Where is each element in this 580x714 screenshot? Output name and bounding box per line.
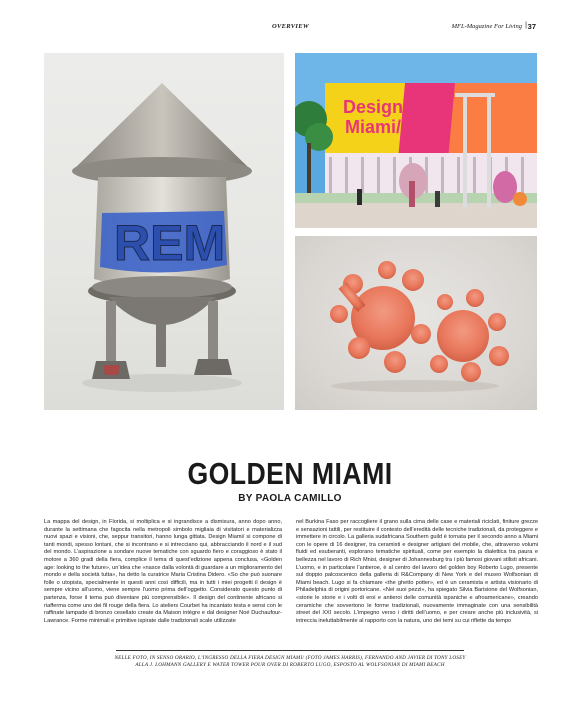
caption-divider: [116, 650, 464, 651]
coral-sculpture-illustration: [295, 236, 537, 410]
photo-caption: [110, 655, 470, 669]
page-number: 37: [527, 22, 536, 31]
caption-line-2: ALLA J. LOHMANN GALLERY E WATER TOWER POUR OVER DI ROBERTO LUGO, ESPOSTO AL WOLFSONIAN DI MIAMI BEACH: [135, 662, 445, 668]
design-miami-entrance-photo: [295, 53, 537, 228]
magazine-name: MFL-Magazine For Living: [451, 23, 522, 30]
sign-miami-text: Miami/: [345, 117, 402, 137]
water-tower-illustration: [44, 53, 284, 410]
water-tower-photo: [44, 53, 284, 410]
article-column-right: nel Burkina Faso per raccogliere il grano sulla cima delle case e materiali riciclati, finiture grezze e sensazioni tattili, per restituire il contesto dell’eredità delle tecniche tradizionali, da proteggere e immettere in circolo. La galleria sudafricana Southern guild è tornata per il secondo anno a Miami con le opere di 16 designer, tra ceramisti e designer artigiani del mobile, che, attraverso volumi fluidi ed esuberanti, esplorano tematiche spirituali, come per esempio la dialettica tra paura e bellezza nel lavoro di Rich Mnisi, designer di Johannesburg tra i più famosi giovani stilisti africani. L’uomo, e in particolare l’antieroe, è al centro del lavoro del golden boy Roberto Lugo, presente sul doppio palcoscenico della galleria di R&Company di New York e del museo Wolfsonian di Miami beach. Lugo si fa chiamare «the ghetto potter», ed è un ceramista e artista visionario di Philadelphia di origini portoricane. «Nei suoi pezzi», ha spiegato Silvia Barisione del Wolfsonian, «storie le storie e i volti di eroi e antieroi delle comunità ispaniche e afroamericane», creando ceramiche che sovvertono le forme tradizionali, nuovamente immaginate con una sensibilità street del XXI secolo. L’impegno verso i diritti dell’uomo, e per creare anche più inclusività, si intreccia ineluttabilmente al rapporto con la natura, uno dei temi su cui riflette da tempo: [296, 519, 538, 624]
article-title: GOLDEN MIAMI: [187, 456, 393, 491]
fair-building-illustration: [295, 53, 537, 228]
sign-design-text: Design: [343, 97, 404, 117]
header-separator: |: [525, 22, 527, 29]
article-column-left: La mappa del design, in Florida, si moltiplica e si ingrandisce a dismisura, anno dopo anno, durante la settimana che fagocita nella metropoli simbolo migliaia di visitatori e materializza nuovi spazi e visioni, che, seppur transitori, hanno lunga gittata. Design Miami/ si compone di tanti mondi, spesso lontani, che si incontrano e si intrecciano qui, abbracciando il nord e il sud del mondo. L’aspirazione a sondare nuove tematiche con sguardo fiero e coraggioso è stato il motore a 360 gradi della fiera, complice il tema di quest’edizione appena conclusa, «Golden age: looking to the future», un’idea che «nasce dalla volontà di guardare a un miglioramento del mondo e della società tutta», ha detto la curatrice Maria Cristina Didero. «So che può suonare folle o utopista, specialmente in questi anni così difficili, ma in tutti i miei progetti il design è sempre vicino all’uomo, viene sempre l’uomo prima dell’oggetto. Considerato questo punto di partenza, forse il tema può diventare più comprensibile». Il design del continente africano si riafferma come uno dei fil rouge della fiera. Lo ateliers Courbet ha incantato testa e sensi con le raffinate lampade di bronzo cesellato create da Maison intègre e dal designer Noé Duchaufour-Lawrance. Forme minimali e primitive ispirate dalle tradizionali scale utilizzate: [44, 519, 282, 624]
ceramic-sculpture-photo: [295, 236, 537, 410]
page-header: [44, 22, 536, 36]
section-label: OVERVIEW: [272, 23, 309, 30]
tower-graffiti-text: REM: [114, 215, 226, 271]
caption-line-1: NELLE FOTO, IN SENSO ORARIO, L’INGRESSO DELLA FIERA DESIGN MIAMI/ (FOTO JAMES HARRIS), FERNANDO AND JAVIER DI TONY LOSEY: [114, 655, 466, 661]
article-byline: BY PAOLA CAMILLO: [238, 493, 342, 504]
